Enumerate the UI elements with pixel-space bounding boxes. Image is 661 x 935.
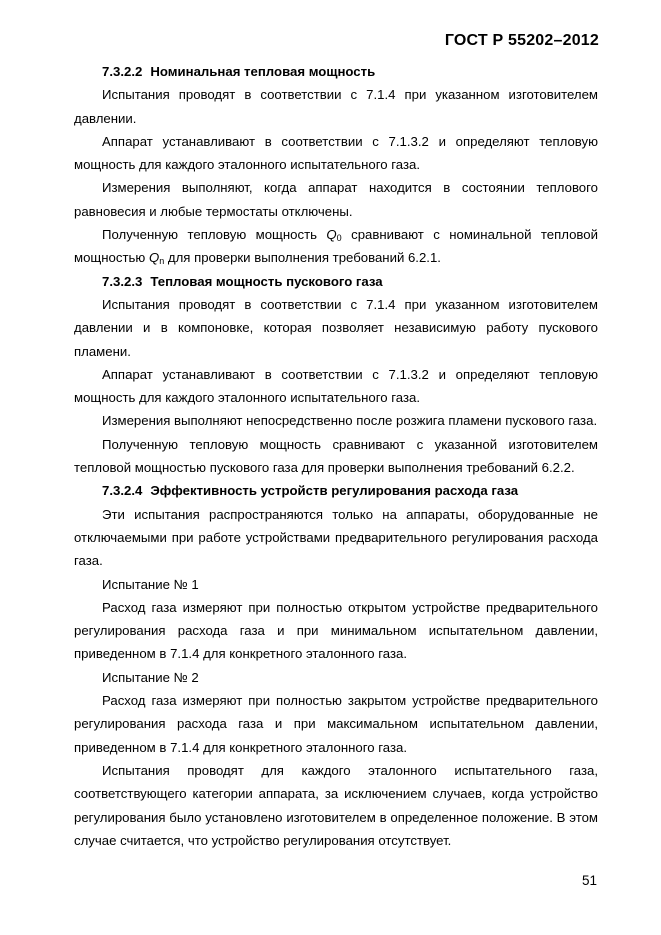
section-number: 7.3.2.2 [102,64,143,79]
paragraph-rated-power-comparison [74,223,598,270]
paragraph: Аппарат устанавливают в соответствии с 7.1.3.2 и определяют тепловую мощность для каждого эталонного испытательного газа. [74,366,598,406]
section-title: Тепловая мощность пускового газа [150,273,383,289]
paragraph: Измерения выполняют непосредственно после розжига пламени пускового газа. [102,413,598,429]
section-heading-7-3-2-4 [74,479,598,502]
paragraph-text: сравнивают с номинальной тепловой мощностью [74,227,598,266]
paragraph-text: Полученную тепловую мощность [102,227,327,243]
test-label: Испытание № 2 [102,669,199,685]
paragraph: Испытания проводят в соответствии с 7.1.4 при указанном изготовителем давлении и в компоновке, которая позволяет независимую работу пускового пламени. [74,296,598,359]
paragraph-text: для проверки выполнения требований 6.2.1. [164,250,441,266]
section-title: Номинальная тепловая мощность [150,64,376,79]
page-number: 51 [581,873,597,888]
document-id: ГОСТ Р 55202–2012 [444,32,599,49]
paragraph: Эти испытания распространяются только на аппараты, оборудованные не отключаемыми при работе устройствами предварительного регулирования расхода газа. [74,506,598,569]
symbol-q: Q [148,250,160,266]
section-title: Эффективность устройств регулирования расхода газа [150,483,519,499]
subscript-0: 0 [336,233,342,244]
section-heading-7-3-2-2 [74,60,598,83]
page-body [74,60,598,852]
paragraph: Испытания проводят в соответствии с 7.1.4 при указанном изготовителем давлении. [74,87,598,126]
paragraph: Расход газа измеряют при полностью закрытом устройстве предварительного регулирования расхода газа и при максимальном испытательном давлении, приведенном в 7.1.4 для конкретного эталонного газа. [74,693,598,755]
paragraph: Аппарат устанавливают в соответствии с 7.1.3.2 и определяют тепловую мощность для каждого эталонного испытательного газа. [74,133,598,173]
test-label: Испытание № 1 [102,576,199,592]
subscript-n: n [159,256,165,267]
symbol-q: Q [326,227,337,243]
paragraph: Полученную тепловую мощность сравнивают с указанной изготовителем тепловой мощностью пускового газа для проверки выполнения требований 6.2.2. [74,436,598,476]
section-heading-7-3-2-3 [74,270,598,293]
paragraph: Измерения выполняют, когда аппарат находится в состоянии теплового равновесия и любые термостаты отключены. [74,180,598,219]
paragraph: Расход газа измеряют при полностью открытом устройстве предварительного регулирования расхода газа и при минимальном испытательном давлении, приведенном в 7.1.4 для конкретного эталонного газа. [74,599,598,662]
section-number: 7.3.2.4 [102,483,143,499]
section-number: 7.3.2.3 [102,273,143,289]
paragraph: Испытания проводят для каждого эталонного испытательного газа, соответствующего категории аппарата, за исключением случаев, когда устройство регулирования было установлено изготовителем в определенное положение. В этом случае считается, что устройство регулирования отсутствует. [74,762,598,848]
